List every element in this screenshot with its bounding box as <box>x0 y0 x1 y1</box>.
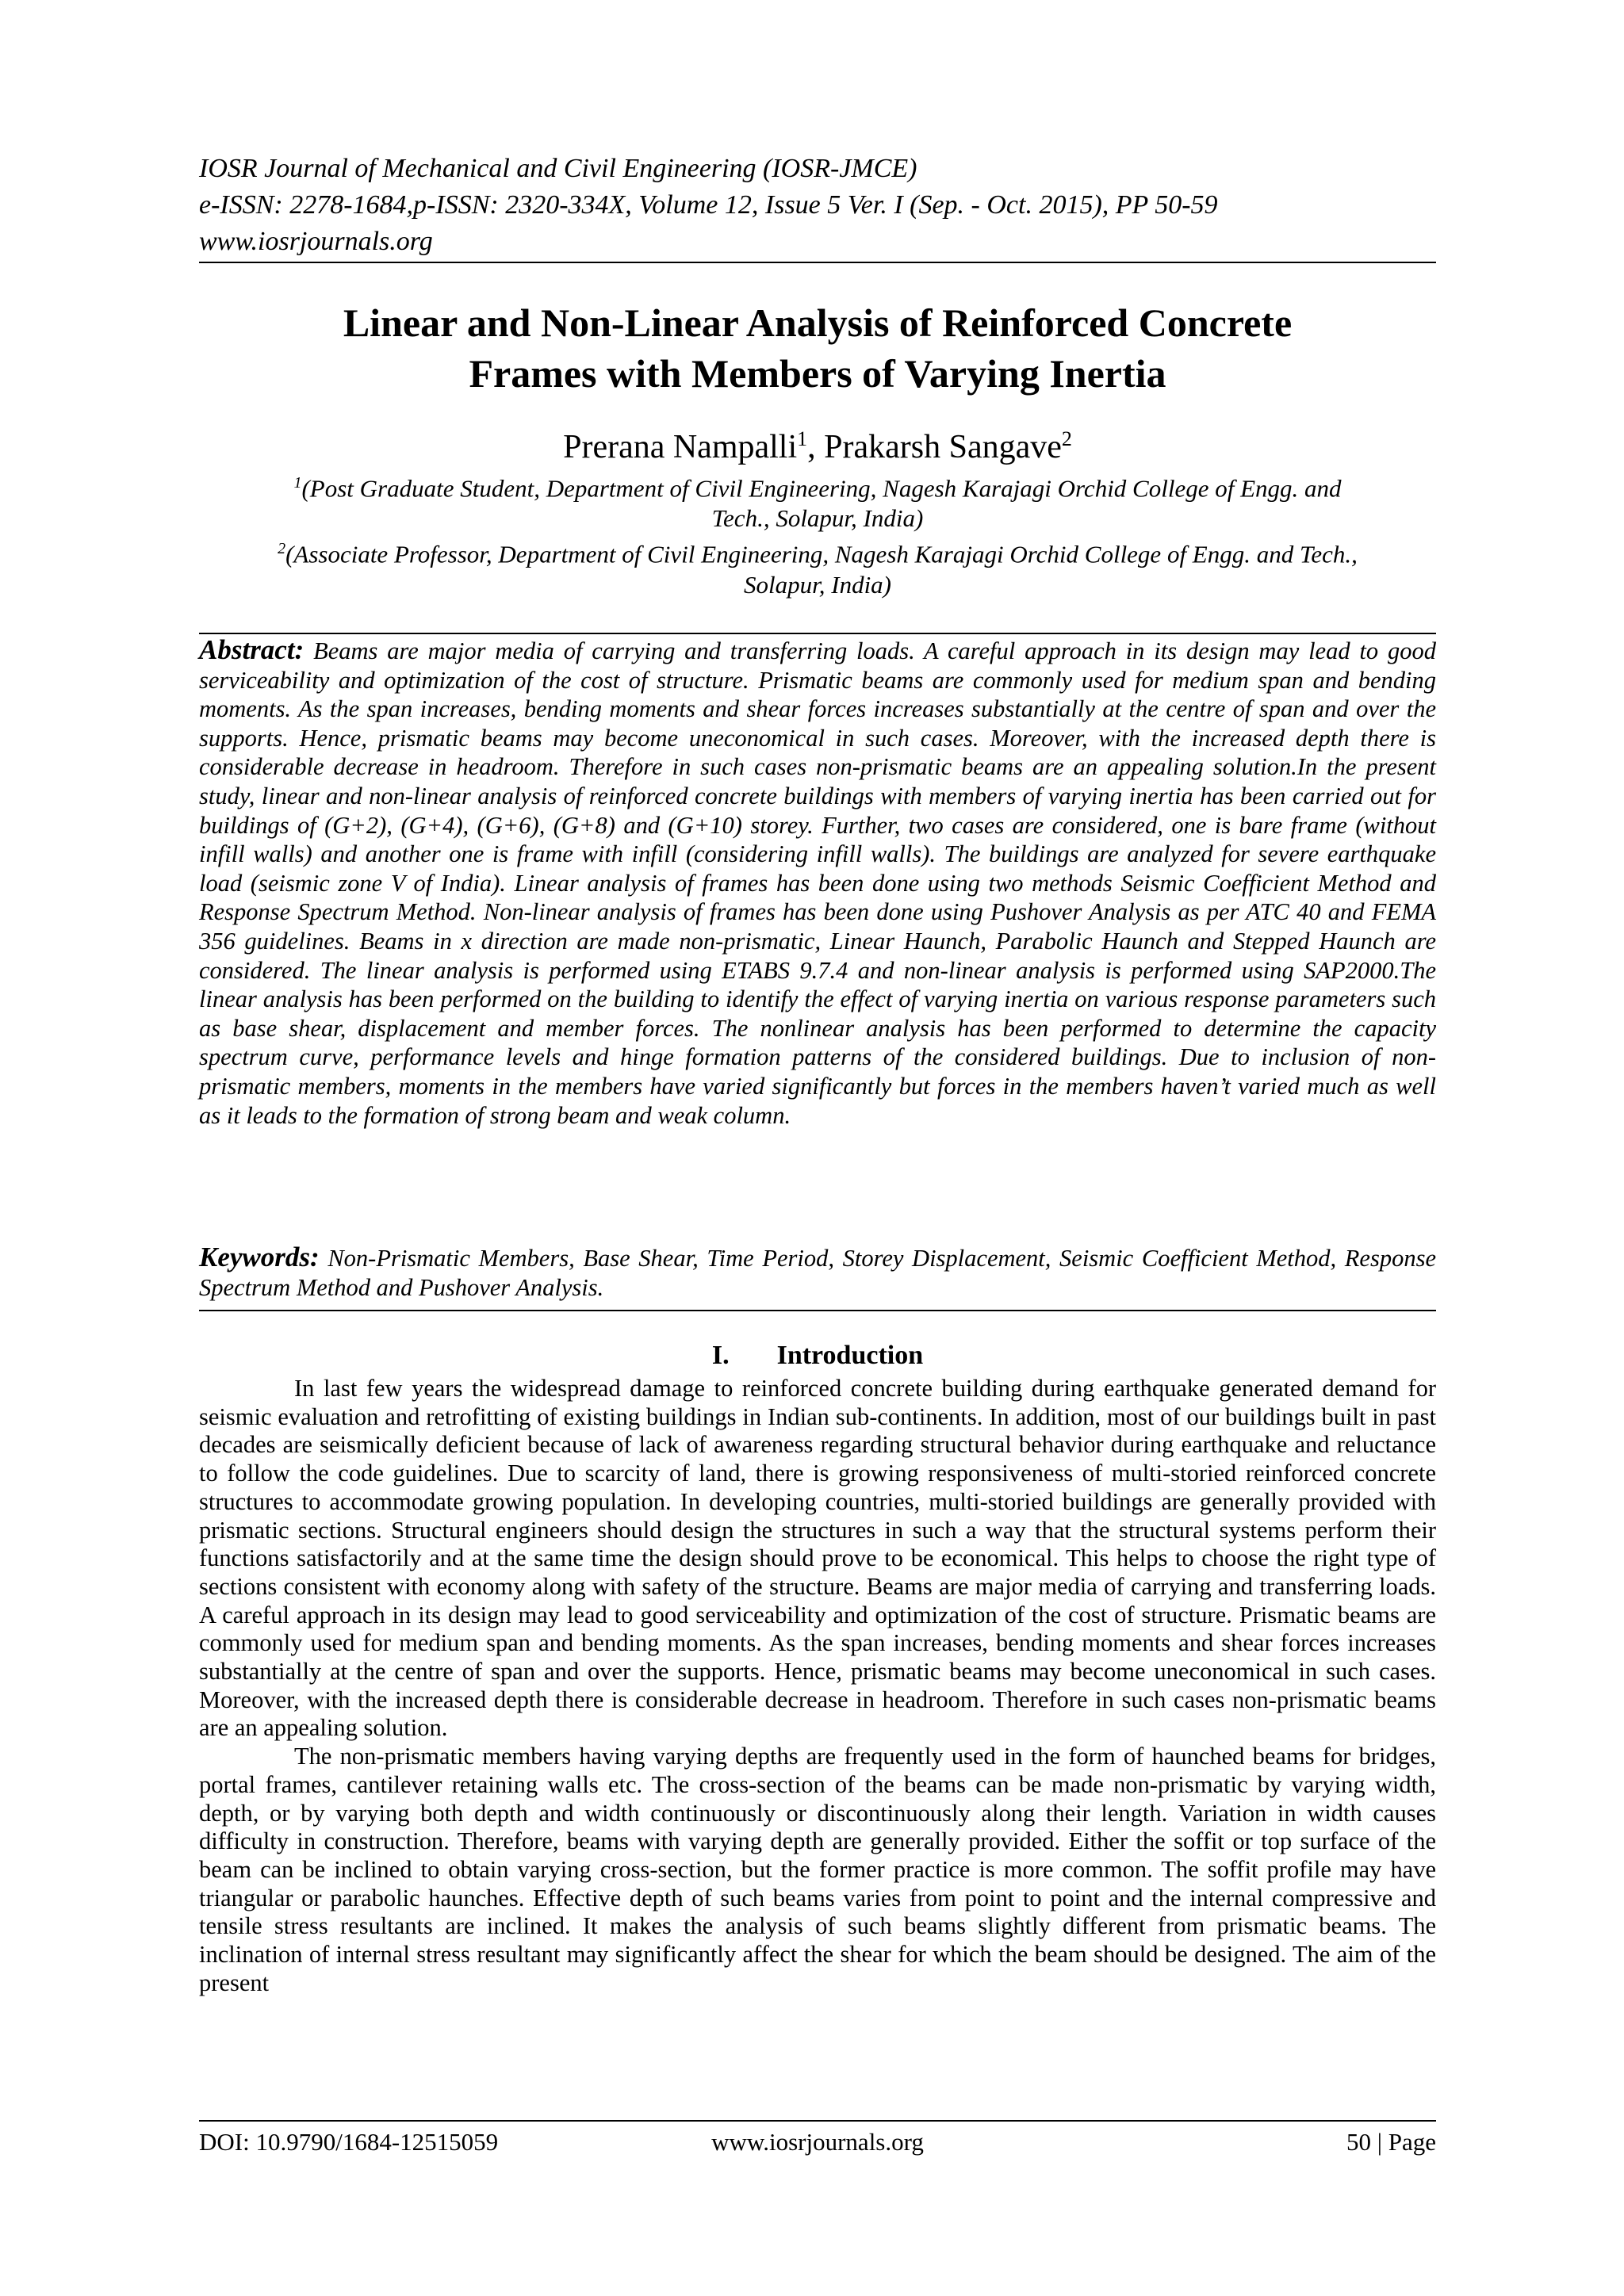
abstract-label: Abstract: <box>199 634 304 665</box>
body-text <box>199 1375 1436 1997</box>
paper-title <box>199 297 1436 399</box>
affiliations <box>199 468 1436 600</box>
author-list <box>199 419 1436 468</box>
journal-name: IOSR Journal of Mechanical and Civil Engineering (IOSR-JMCE) <box>199 154 917 183</box>
keywords-text: Non-Prismatic Members, Base Shear, Time Period, Storey Displacement, Seismic Coefficient Method, Response Spectrum Method and Pushover Analysis. <box>199 1245 1436 1301</box>
journal-issn: e-ISSN: 2278-1684,p-ISSN: 2320-334X, Volume 12, Issue 5 Ver. I (Sep. - Oct. 2015), PP 50-59 <box>199 190 1218 220</box>
author-1-name: Prerana Nampalli <box>563 429 798 465</box>
author-separator: , <box>807 429 825 465</box>
author-2-marker: 2 <box>1061 427 1072 450</box>
paragraph: In last few years the widespread damage to reinforced concrete building during earthquake generated demand for seismic evaluation and retrofitting of existing buildings in Indian sub-continents. In addition, most of our buildings built in past decades are seismically deficient because of lack of awareness regarding structural behavior during earthquake and reluctance to follow the code guidelines. Due to scarcity of land, there is growing responsiveness of multi-storied reinforced concrete structures to accommodate growing population. In developing countries, multi-storied buildings are generally provided with prismatic sections. Structural engineers should design the structures in such a way that the structural systems perform their functions satisfactorily and at the same time the design should prove to be economical. This helps to choose the right type of sections consistent with economy along with safety of the structure. Beams are major media of carrying and transferring loads. A careful approach in its design may lead to good serviceability and optimization of the cost of structure. Prismatic beams are commonly used for medium span and bending moments. As the span increases, bending moments and shear forces increases substantially at the centre of span and over the supports. Hence, prismatic beams may become uneconomical in such cases. Moreover, with the increased depth there is considerable decrease in headroom. Therefore in such cases non-prismatic beams are an appealing solution. <box>199 1375 1436 1742</box>
footer-divider <box>199 2120 1436 2122</box>
affiliation-1-text: (Post Graduate Student, Department of Civil Engineering, Nagesh Karajagi Orchid College of Engg. and <box>301 474 1342 503</box>
abstract-text: Beams are major media of carrying and transferring loads. A careful approach in its design may lead to good serviceability and optimization of the cost of structure. Prismatic beams are commonly used for medium span and bending moments. As the span increases, bending moments and shear forces increases substantially at the centre of span and over the supports. Hence, prismatic beams may become uneconomical in such cases. Moreover, with the increased depth there is considerable decrease in headroom. Therefore in such cases non-prismatic beams are an appealing solution.In the present study, linear and non-linear analysis of reinforced concrete buildings with members of varying inertia has been carried out for buildings of (G+2), (G+4), (G+6), (G+8) and (G+10) storey. Further, two cases are considered, one is bare frame (without infill walls) and another one is frame with infill (considering infill walls). The buildings are analyzed for severe earthquake load (seismic zone V of India). Linear analysis of frames has been done using two methods Seismic Coefficient Method and Response Spectrum Method. Non-linear analysis of frames has been done using Pushover Analysis as per ATC 40 and FEMA 356 guidelines. Beams in x direction are made non-prismatic, Linear Haunch, Parabolic Haunch and Stepped Haunch are considered. The linear analysis is performed using ETABS 9.7.4 and non-linear analysis is performed using SAP2000.The linear analysis has been performed on the building to identify the effect of varying inertia on various response parameters such as base shear, displacement and member forces. The nonlinear analysis has been performed to determine the capacity spectrum curve, performance levels and hinge formation patterns of the considered buildings. Due to inclusion of non-prismatic members, moments in the members have varied significantly but forces in the members haven’t varied much as well as it leads to the formation of strong beam and weak column. <box>199 637 1437 1129</box>
affiliation-2-marker: 2 <box>278 540 286 558</box>
abstract <box>199 636 1436 1130</box>
title-line-1: Linear and Non-Linear Analysis of Reinforced Concrete <box>343 300 1293 345</box>
author-1-marker: 1 <box>797 427 808 450</box>
section-heading <box>199 1340 1436 1372</box>
title-line-2: Frames with Members of Varying Inertia <box>469 351 1166 396</box>
section-number: I. <box>711 1341 730 1370</box>
header-divider <box>199 262 1436 263</box>
paragraph: The non-prismatic members having varying depths are frequently used in the form of haunched beams for bridges, portal frames, cantilever retaining walls etc. The cross-section of the beams can be made non-prismatic by varying width, depth, or by varying both depth and width continuously or discontinuously along their length. Variation in width causes difficulty in construction. Therefore, beams with varying depth are generally provided. Either the soffit or top surface of the beam can be inclined to obtain varying cross-section, but the former practice is more common. The soffit profile may have triangular or parabolic haunches. Effective depth of such beams varies from point to point and the internal compressive and tensile stress resultants are inclined. It makes the analysis of such beams slightly different from prismatic beams. The inclination of internal stress resultant may significantly affect the shear for which the beam should be designed. The aim of the present <box>199 1743 1436 1996</box>
keywords <box>199 1243 1436 1302</box>
footer-page-number: 50 | Page <box>1346 2128 1436 2156</box>
keywords-label: Keywords: <box>199 1242 320 1272</box>
affiliation-1-line-2: Tech., Solapur, India) <box>711 504 924 533</box>
paper-page <box>199 0 1436 2296</box>
page-footer <box>199 2125 1436 2160</box>
footer-doi: DOI: 10.9790/1684-12515059 <box>199 2128 499 2156</box>
keywords-divider <box>199 1310 1436 1311</box>
journal-header <box>199 151 1436 260</box>
affiliation-1-marker: 1 <box>293 474 302 492</box>
abstract-divider <box>199 633 1436 634</box>
author-2-name: Prakarsh Sangave <box>824 429 1062 465</box>
affiliation-1-line-1 <box>199 468 1436 503</box>
affiliation-2-line-2: Solapur, India) <box>744 570 891 599</box>
journal-website: www.iosrjournals.org <box>199 227 433 256</box>
footer-website: www.iosrjournals.org <box>711 2128 924 2156</box>
affiliation-2-line-1 <box>199 534 1436 569</box>
affiliation-2-text: (Associate Professor, Department of Civil Engineering, Nagesh Karajagi Orchid College of Engg. and Tech., <box>285 540 1358 568</box>
section-title: Introduction <box>776 1341 924 1370</box>
